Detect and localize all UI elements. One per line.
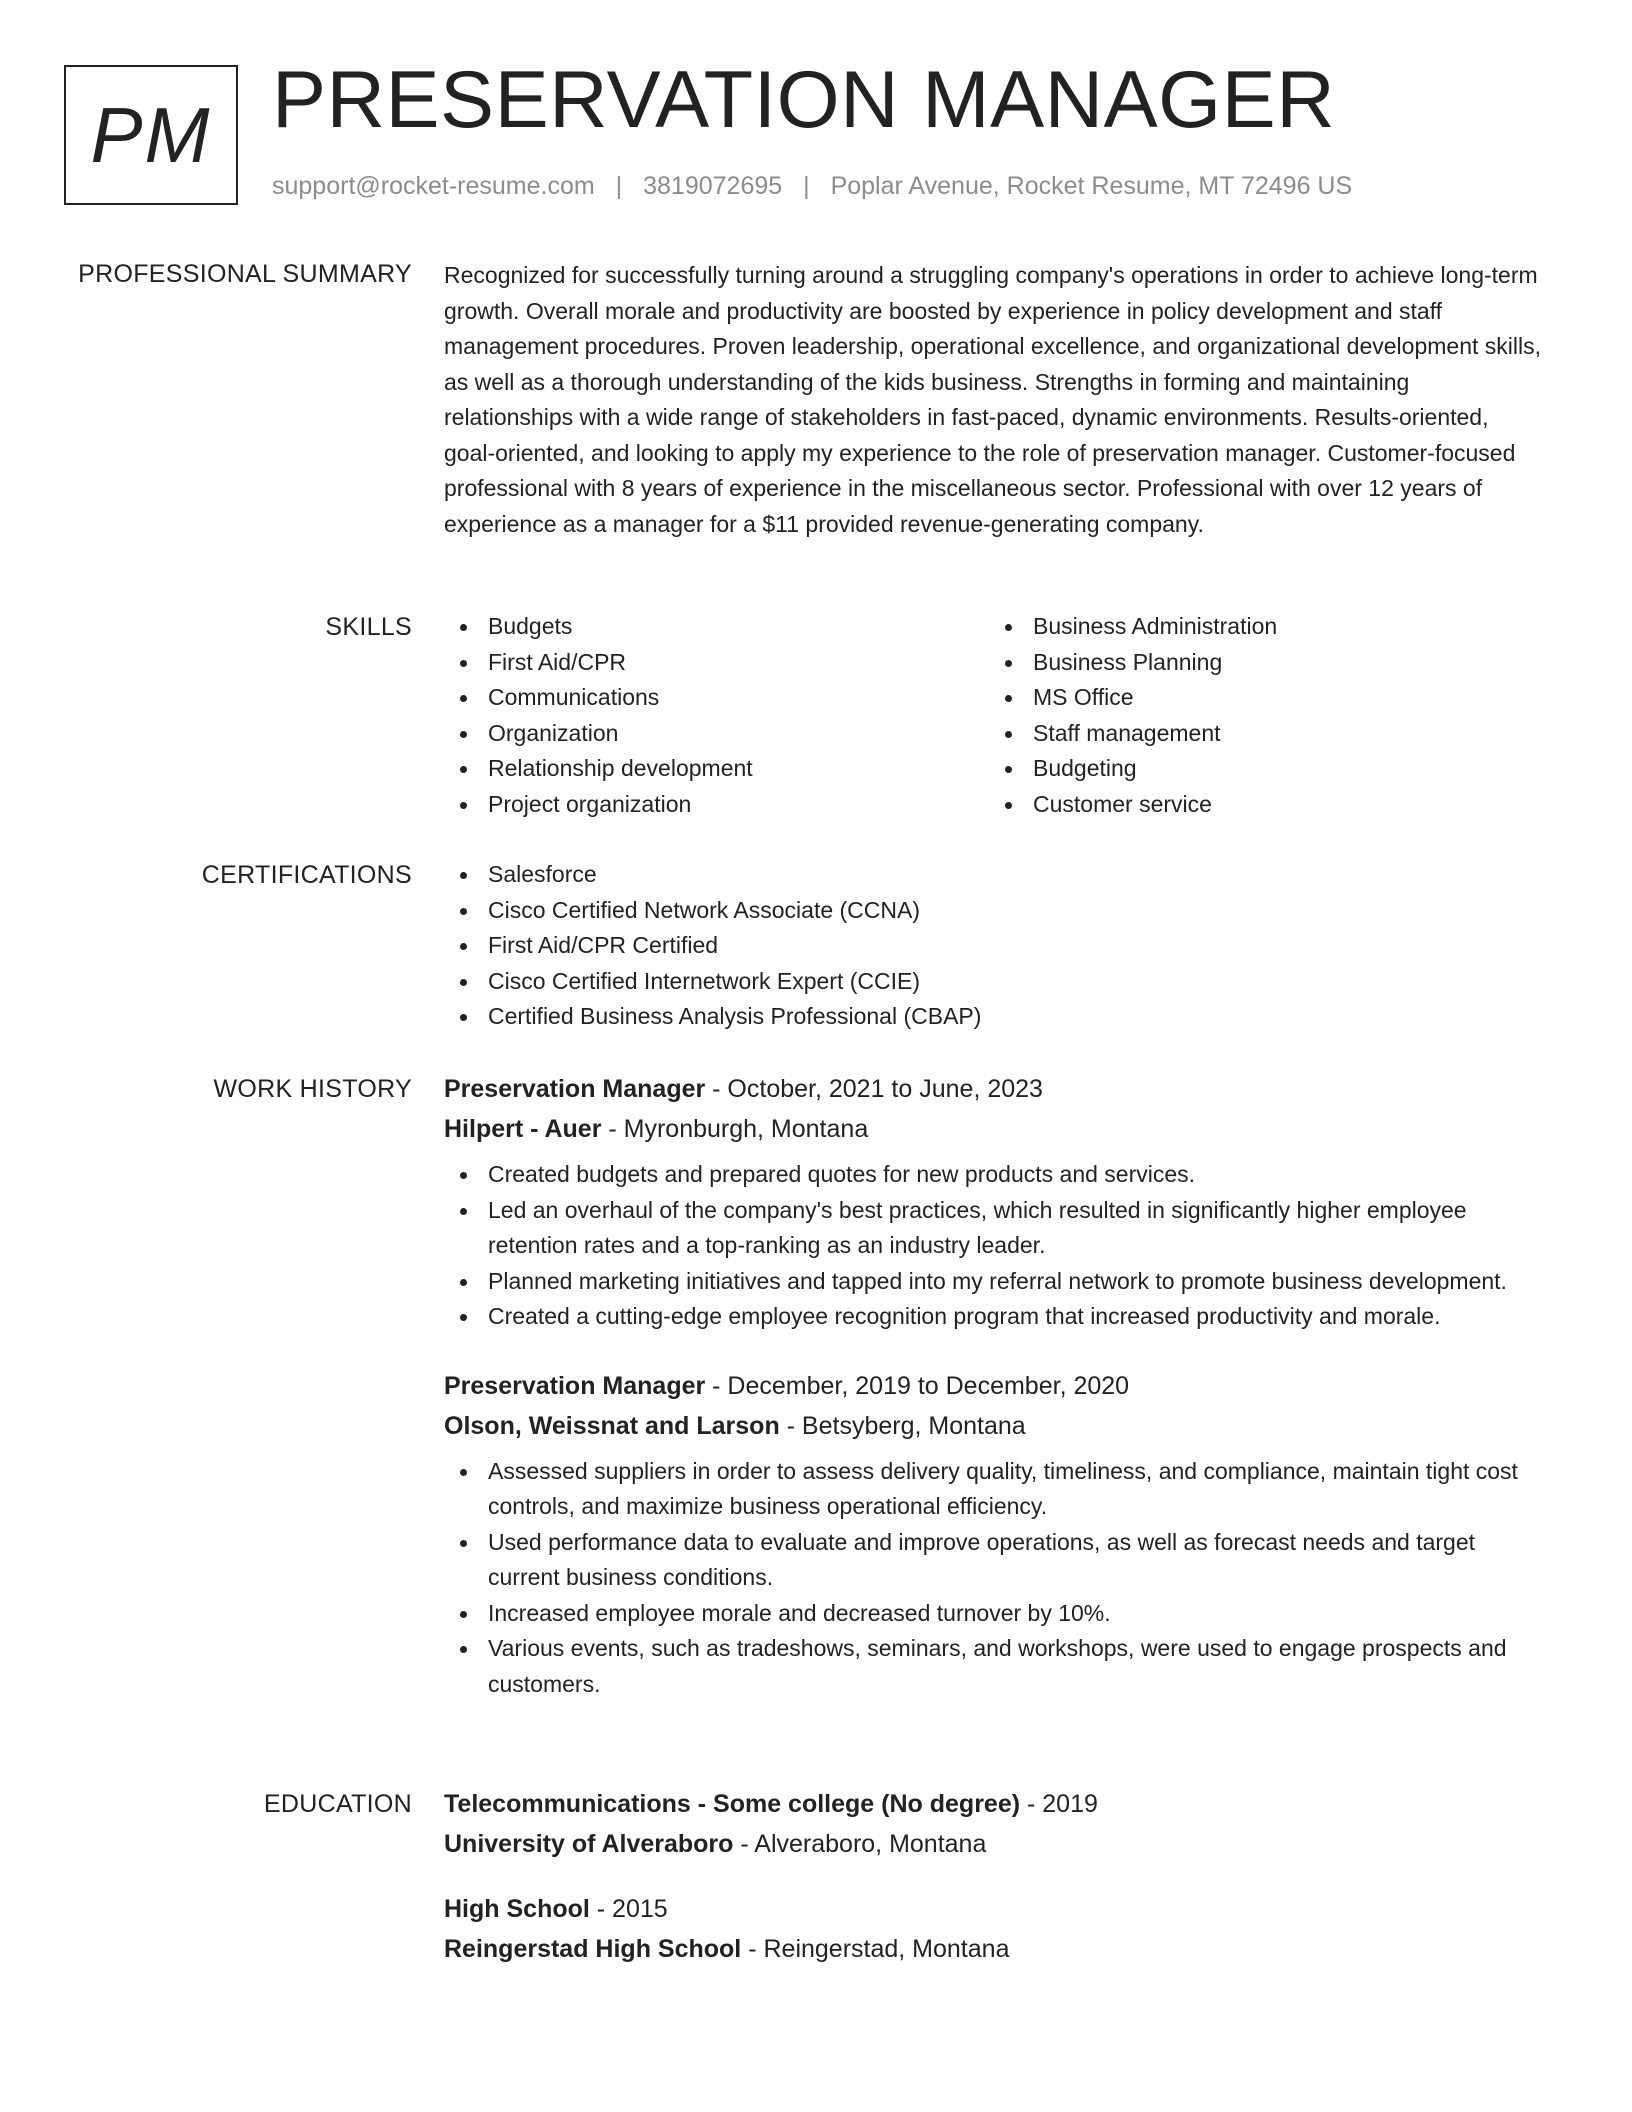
job-duty: Assessed suppliers in order to assess delivery quality, timeliness, and compliance, maintain tight cost controls, and maximize business operational efficiency. bbox=[444, 1454, 1544, 1525]
education-degree-line bbox=[444, 1889, 1544, 1929]
job-location: - Betsyberg, Montana bbox=[779, 1411, 1026, 1440]
skill-item: Project organization bbox=[444, 787, 989, 823]
job-duty: Used performance data to evaluate and improve operations, as well as forecast needs and target current business conditions. bbox=[444, 1525, 1544, 1596]
job-duties-list bbox=[444, 1454, 1544, 1703]
education-location: - Reingerstad, Montana bbox=[741, 1935, 1010, 1963]
job-role: Preservation Manager bbox=[444, 1371, 706, 1400]
skills-list-right bbox=[989, 609, 1534, 822]
contact-line bbox=[272, 172, 1352, 201]
certifications-list bbox=[444, 857, 1544, 1035]
job-org-line bbox=[444, 1406, 1544, 1446]
job-duty: Created a cutting-edge employee recognition program that increased productivity and morale. bbox=[444, 1299, 1544, 1335]
job-company: Olson, Weissnat and Larson bbox=[444, 1411, 780, 1440]
education-school-line bbox=[444, 1824, 1544, 1864]
skill-item: Budgets bbox=[444, 609, 989, 645]
job-company: Hilpert - Auer bbox=[444, 1115, 602, 1143]
education-year: - 2019 bbox=[1020, 1790, 1098, 1818]
skill-item: Budgeting bbox=[989, 751, 1534, 787]
job-duty: Led an overhaul of the company's best practices, which resulted in significantly higher employee retention rates and a top-ranking as an industry leader. bbox=[444, 1193, 1544, 1264]
certification-item: Cisco Certified Internetwork Expert (CCIE) bbox=[444, 964, 1544, 1000]
contact-separator: | bbox=[615, 172, 623, 200]
job-entry bbox=[444, 1069, 1544, 1335]
certification-item: Cisco Certified Network Associate (CCNA) bbox=[444, 893, 1544, 929]
skill-item: Organization bbox=[444, 716, 989, 752]
job-entry bbox=[444, 1366, 1544, 1703]
section-title-skills: SKILLS bbox=[325, 613, 412, 641]
education-degree: High School bbox=[444, 1895, 590, 1923]
section-title-certifications: CERTIFICATIONS bbox=[201, 861, 412, 889]
skills-body bbox=[444, 609, 1544, 822]
job-duty: Created budgets and prepared quotes for new products and services. bbox=[444, 1157, 1544, 1193]
job-title-line bbox=[444, 1069, 1544, 1109]
skill-item: Customer service bbox=[989, 787, 1534, 823]
summary-body bbox=[444, 258, 1544, 542]
education-degree: Telecommunications - Some college (No degree) bbox=[444, 1790, 1021, 1818]
skill-item: Staff management bbox=[989, 716, 1534, 752]
education-entry bbox=[444, 1889, 1544, 1969]
skill-item: MS Office bbox=[989, 680, 1534, 716]
work-history-body bbox=[444, 1069, 1544, 1702]
contact-separator: | bbox=[803, 172, 810, 200]
section-title-work-history: WORK HISTORY bbox=[213, 1075, 412, 1103]
candidate-name: PRESERVATION MANAGER bbox=[272, 55, 1336, 145]
education-year: - 2015 bbox=[589, 1895, 668, 1923]
section-title-summary: PROFESSIONAL SUMMARY bbox=[78, 260, 412, 288]
job-location: - Myronburgh, Montana bbox=[601, 1115, 869, 1143]
education-entry bbox=[444, 1784, 1544, 1864]
certification-item: Salesforce bbox=[444, 857, 1544, 893]
certification-item: Certified Business Analysis Professional (CBAP) bbox=[444, 999, 1544, 1035]
job-org-line bbox=[444, 1109, 1544, 1149]
skills-list-left bbox=[444, 609, 989, 822]
skill-item: First Aid/CPR bbox=[444, 645, 989, 681]
job-dates: - December, 2019 to December, 2020 bbox=[705, 1371, 1130, 1400]
education-school-line bbox=[444, 1929, 1544, 1969]
skill-item: Communications bbox=[444, 680, 989, 716]
certifications-body bbox=[444, 857, 1544, 1035]
skill-item: Relationship development bbox=[444, 751, 989, 787]
contact-email[interactable]: support@rocket-resume.com bbox=[272, 172, 595, 200]
job-duties-list bbox=[444, 1157, 1544, 1335]
job-duty: Various events, such as tradeshows, seminars, and workshops, were used to engage prospects and customers. bbox=[444, 1631, 1544, 1702]
education-school: University of Alveraboro bbox=[444, 1830, 734, 1858]
job-role: Preservation Manager bbox=[444, 1075, 706, 1103]
monogram-logo: PM bbox=[64, 65, 238, 205]
skill-item: Business Planning bbox=[989, 645, 1534, 681]
job-dates: - October, 2021 to June, 2023 bbox=[705, 1075, 1043, 1103]
education-degree-line bbox=[444, 1784, 1544, 1824]
contact-phone[interactable]: 3819072695 bbox=[643, 172, 783, 200]
job-duty: Increased employee morale and decreased turnover by 10%. bbox=[444, 1596, 1544, 1632]
job-duty: Planned marketing initiatives and tapped into my referral network to promote business development. bbox=[444, 1264, 1544, 1300]
summary-text: Recognized for successfully turning around a struggling company's operations in order to achieve long-term growth. Overall morale and productivity are boosted by experience in policy development and staff management procedures. Proven leadership, operational excellence, and organizational development skills, as well as a thorough understanding of the kids business. Strengths in forming and maintaining relationships with a wide range of stakeholders in fast-paced, dynamic environments. Results-oriented, goal-oriented, and looking to apply my experience to the role of preservation manager. Customer-focused professional with 8 years of experience in the miscellaneous sector. Professional with over 12 years of experience as a manager for a $11 provided revenue-generating company. bbox=[444, 262, 1541, 537]
education-school: Reingerstad High School bbox=[444, 1935, 742, 1963]
education-body bbox=[444, 1784, 1544, 1969]
job-title-line bbox=[444, 1366, 1544, 1406]
section-title-education: EDUCATION bbox=[263, 1790, 412, 1818]
education-location: - Alveraboro, Montana bbox=[733, 1830, 987, 1858]
skill-item: Business Administration bbox=[989, 609, 1534, 645]
contact-address: Poplar Avenue, Rocket Resume, MT 72496 US bbox=[830, 172, 1353, 200]
certification-item: First Aid/CPR Certified bbox=[444, 928, 1544, 964]
